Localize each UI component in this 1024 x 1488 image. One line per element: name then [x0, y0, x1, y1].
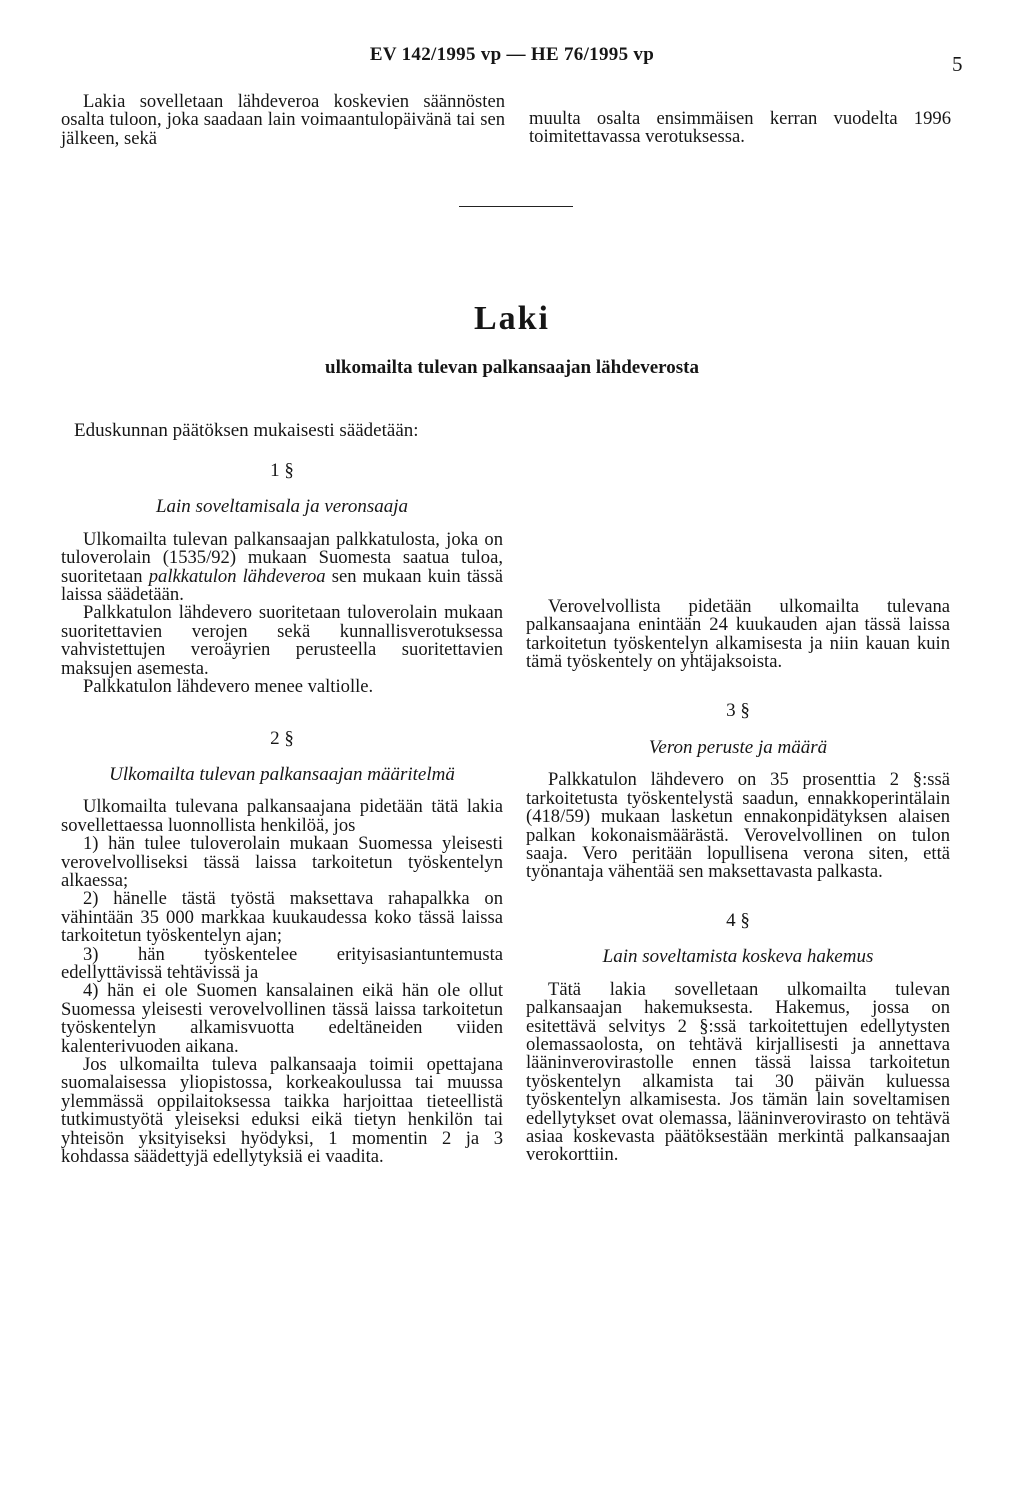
- section-4-paragraph-1: Tätä lakia sovelletaan ulkomailta tulevan palkansaajan hakemuksesta. Hakemus, jossa on esitettävä selvitys 2 §:ssä tarkoitettujen edellytysten olemassaolosta, on tehtävä kirjallisesti ja annettava lääninverovirastolle ennen tässä laissa tarkoitetun työskentelyn alkamista tai 30 päivän kuluessa työskentelyn alkamisesta. Jos tämän lain soveltamisen edellytykset ovat olemassa, lääninverovirasto on tehtävä asiaa koskevasta päätöksestään merkintä palkansaajan verokorttiin.: [526, 978, 950, 1166]
- section-1-p1-text-b: sen mukaan kuin tässä laissa säädetään.: [61, 565, 503, 606]
- page-header: EV 142/1995 vp — HE 76/1995 vp: [369, 44, 655, 65]
- section-1-paragraph-1: [61, 528, 503, 606]
- right-column: [526, 598, 950, 1165]
- law-subtitle: ulkomailta tulevan palkansaajan lähdeverosta: [325, 357, 699, 378]
- enactment-clause: Eduskunnan päätöksen mukaisesti säädetään:: [74, 420, 419, 441]
- intro-left-column: [61, 93, 505, 148]
- section-3-paragraph-1: Palkkatulon lähdevero on 35 prosenttia 2 §:ssä tarkoitetusta työskentelystä saadun, ennakkoperintälain (418/59) mukaan lasketun ennakonpidätyksen alaisen palkan kokonaismäärästä. Verovelvollinen on tulon saaja. Vero peritään lopullisena verona siten, että työnantaja vähentää sen maksettavasta palkasta.: [526, 769, 950, 883]
- section-3-title: Veron peruste ja määrä: [648, 737, 828, 759]
- page-number: 5: [952, 52, 963, 76]
- section-1-p1-text-a: Ulkomailta tulevan palkansaajan palkkatulosta, joka on tuloverolain (1535/92) mukaan Suomesta saatua tuloa, suoritetaan: [61, 528, 503, 587]
- section-2-heading: 2 §: [270, 728, 294, 750]
- section-2-paragraph-2-start: [61, 1053, 503, 1167]
- section-4-title: Lain soveltamista koskeva hakemus: [602, 946, 874, 968]
- law-title: Laki: [473, 300, 551, 337]
- intro-right-column: [529, 110, 951, 147]
- section-2-paragraph-3: Verovelvollista pidetään ulkomailta tulevana palkansaajana enintään 24 kuukauden ajan tässä laissa tarkoitetun työskentelyn alkamisesta ja niin kauan kuin tämä työskentely on yhtäjaksoista.: [526, 596, 950, 673]
- section-2-item-2: 2) hänelle tästä työstä maksettava rahapalkka on vähintään 35 000 markkaa kuukaudessa koko tässä laissa tarkoitetun työskentelyn ajan;: [61, 888, 503, 947]
- section-1-heading: 1 §: [270, 460, 294, 481]
- left-column: [61, 462, 503, 1166]
- section-2-title: Ulkomailta tulevan palkansaajan määritelmä: [109, 763, 455, 785]
- section-2-item-4: 4) hän ei ole Suomen kansalainen eikä hän ole ollut Suomessa yleisesti verovelvollinen tässä laissa tarkoitetun työskentelyn alkamisvuotta edeltäneiden viiden kalenterivuoden aikana.: [61, 980, 503, 1057]
- section-1-p1-emphasis: palkkatulon lähdeveroa: [148, 565, 326, 587]
- section-2-item-3: 3) hän työskentelee erityisasiantuntemusta edellyttävissä tehtävissä ja: [61, 943, 503, 983]
- section-1-paragraph-3: Palkkatulon lähdevero menee valtiolle.: [83, 676, 374, 698]
- intro-paragraph-right: muulta osalta ensimmäisen kerran vuodelta 1996 toimitettavassa verotuksessa.: [529, 108, 951, 148]
- section-4-heading: 4 §: [726, 909, 750, 931]
- section-2-paragraph-1: Ulkomailta tulevana palkansaajana pidetään tätä lakia sovellettaessa luonnollista henkilöä, jos: [61, 796, 503, 836]
- section-2-item-1: 1) hän tulee tuloverolain mukaan Suomessa yleisesti verovelvolliseksi tässä laissa tarkoitetun työskentelyn alkaessa;: [61, 833, 503, 891]
- separator-rule: [459, 206, 573, 207]
- section-1-paragraph-2: Palkkatulon lähdevero suoritetaan tuloverolain mukaan suoritettavien verojen sekä kunnallisverotuksessa vahvistettujen veroäyrien perusteella suoritettavien maksujen asemesta.: [61, 602, 503, 679]
- section-3-heading: 3 §: [726, 699, 750, 721]
- section-2-p2-text: Jos ulkomailta tuleva palkansaaja toimii opettajana suomalaisessa yliopistossa, korkeakoulussa tai muussa ylemmässä oppilaitoksessa taikka harjoittaa tieteellistä tutkimustyötä yleiseksi eduksi eikä tietyn henkilön tai yhteisön yksityiseksi hyödyksi, 1 momentin 2 ja 3 kohdassa säädettyjä edellytyksiä ei vaadita.: [61, 1053, 503, 1167]
- section-1-title: Lain soveltamisala ja veronsaaja: [155, 496, 409, 518]
- intro-paragraph-left: Lakia sovelletaan lähdeveroa koskevien säännösten osalta tuloon, joka saadaan lain voimaantulopäivänä tai sen jälkeen, sekä: [61, 91, 505, 149]
